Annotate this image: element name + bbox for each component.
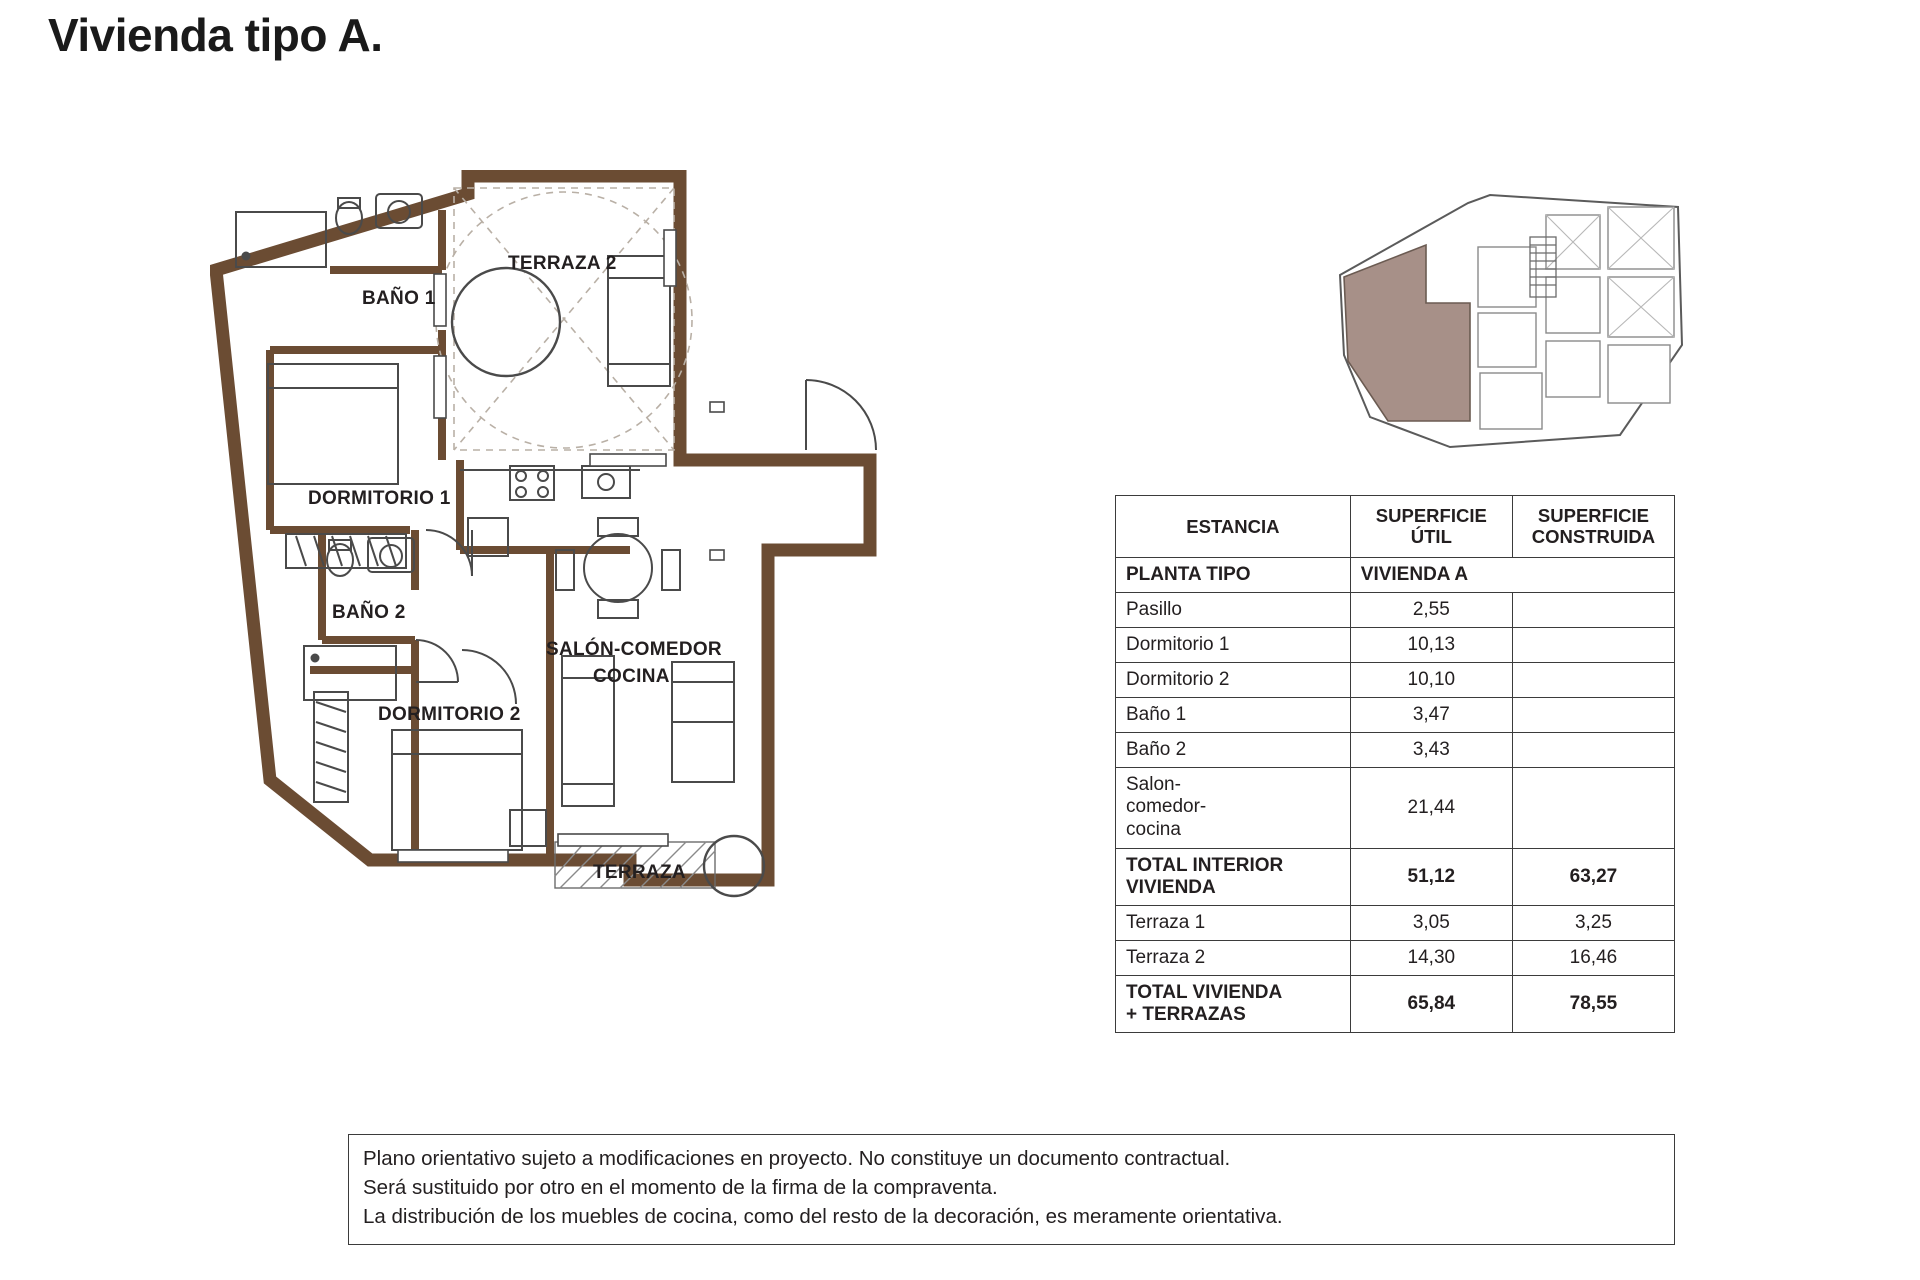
row-name: TOTAL INTERIOR VIVIENDA	[1116, 848, 1351, 905]
disclaimer-line-1: Plano orientativo sujeto a modificaciones en proyecto. No constituye un documento contractual.	[363, 1147, 1231, 1170]
row-util: 3,47	[1350, 697, 1512, 732]
table-row-total-interior	[1116, 848, 1675, 905]
table-subheader-row	[1116, 557, 1675, 592]
row-name: Terraza 2	[1116, 940, 1351, 975]
table-row	[1116, 662, 1675, 697]
row-construida: 16,46	[1512, 940, 1674, 975]
areas-table-wrapper	[1115, 495, 1675, 1033]
table-row	[1116, 627, 1675, 662]
row-util: 3,43	[1350, 732, 1512, 767]
room-label-cocina: COCINA	[593, 666, 670, 687]
row-util: 3,05	[1350, 905, 1512, 940]
row-construida	[1512, 592, 1674, 627]
row-construida: 78,55	[1512, 975, 1674, 1032]
room-label-terraza-2: TERRAZA 2	[508, 253, 617, 274]
header-superficie-util-line1: SUPERFICIE	[1375, 505, 1487, 526]
row-util: 21,44	[1350, 767, 1512, 848]
table-row	[1116, 767, 1675, 848]
row-name: Dormitorio 1	[1116, 627, 1351, 662]
table-row	[1116, 592, 1675, 627]
table-header-row	[1116, 496, 1675, 558]
row-util: 10,10	[1350, 662, 1512, 697]
table-row	[1116, 697, 1675, 732]
row-name: Baño 1	[1116, 697, 1351, 732]
header-superficie-construida	[1512, 496, 1674, 558]
row-name: Pasillo	[1116, 592, 1351, 627]
row-construida	[1512, 767, 1674, 848]
room-label-dormitorio-1: DORMITORIO 1	[308, 488, 451, 509]
header-superficie-construida-line2: CONSTRUIDA	[1531, 526, 1656, 548]
key-plan	[1330, 185, 1690, 450]
room-label-bano-1: BAÑO 1	[362, 288, 436, 309]
table-row-total-vivienda	[1116, 975, 1675, 1032]
header-superficie-util	[1350, 496, 1512, 558]
room-label-bano-2: BAÑO 2	[332, 602, 406, 623]
disclaimer-line-3: La distribución de los muebles de cocina, como del resto de la decoración, es meramente orientativa.	[363, 1205, 1283, 1229]
table-row	[1116, 732, 1675, 767]
row-name: Salon- comedor- cocina	[1116, 767, 1351, 848]
disclaimer-box	[348, 1134, 1675, 1245]
table-row	[1116, 940, 1675, 975]
row-name: Terraza 1	[1116, 905, 1351, 940]
key-plan-drawing	[1330, 185, 1690, 450]
room-label-salon-comedor: SALÓN-COMEDOR	[546, 639, 722, 660]
row-construida	[1512, 732, 1674, 767]
row-util: 14,30	[1350, 940, 1512, 975]
subheader-planta-tipo: PLANTA TIPO	[1116, 557, 1351, 592]
row-construida: 3,25	[1512, 905, 1674, 940]
header-estancia: ESTANCIA	[1116, 496, 1351, 558]
row-util: 2,55	[1350, 592, 1512, 627]
header-superficie-construida-line1: SUPERFICIE	[1537, 505, 1649, 526]
row-util: 51,12	[1350, 848, 1512, 905]
room-label-dormitorio-2: DORMITORIO 2	[378, 704, 521, 725]
floor-plan	[210, 170, 1110, 930]
row-util: 10,13	[1350, 627, 1512, 662]
subheader-vivienda: VIVIENDA A	[1350, 557, 1674, 592]
row-util: 65,84	[1350, 975, 1512, 1032]
room-label-terraza: TERRAZA	[593, 862, 686, 883]
row-construida	[1512, 627, 1674, 662]
row-construida	[1512, 697, 1674, 732]
page-title: Vivienda tipo A.	[48, 9, 383, 61]
row-construida	[1512, 662, 1674, 697]
row-name: TOTAL VIVIENDA + TERRAZAS	[1116, 975, 1351, 1032]
table-row	[1116, 905, 1675, 940]
header-superficie-util-line2: ÚTIL	[1410, 526, 1452, 548]
row-name: Dormitorio 2	[1116, 662, 1351, 697]
disclaimer-line-2: Será sustituido por otro en el momento de la firma de la compraventa.	[363, 1176, 998, 1200]
row-name: Baño 2	[1116, 732, 1351, 767]
areas-table	[1115, 495, 1675, 1033]
row-construida: 63,27	[1512, 848, 1674, 905]
floor-plan-drawing	[210, 170, 1110, 930]
